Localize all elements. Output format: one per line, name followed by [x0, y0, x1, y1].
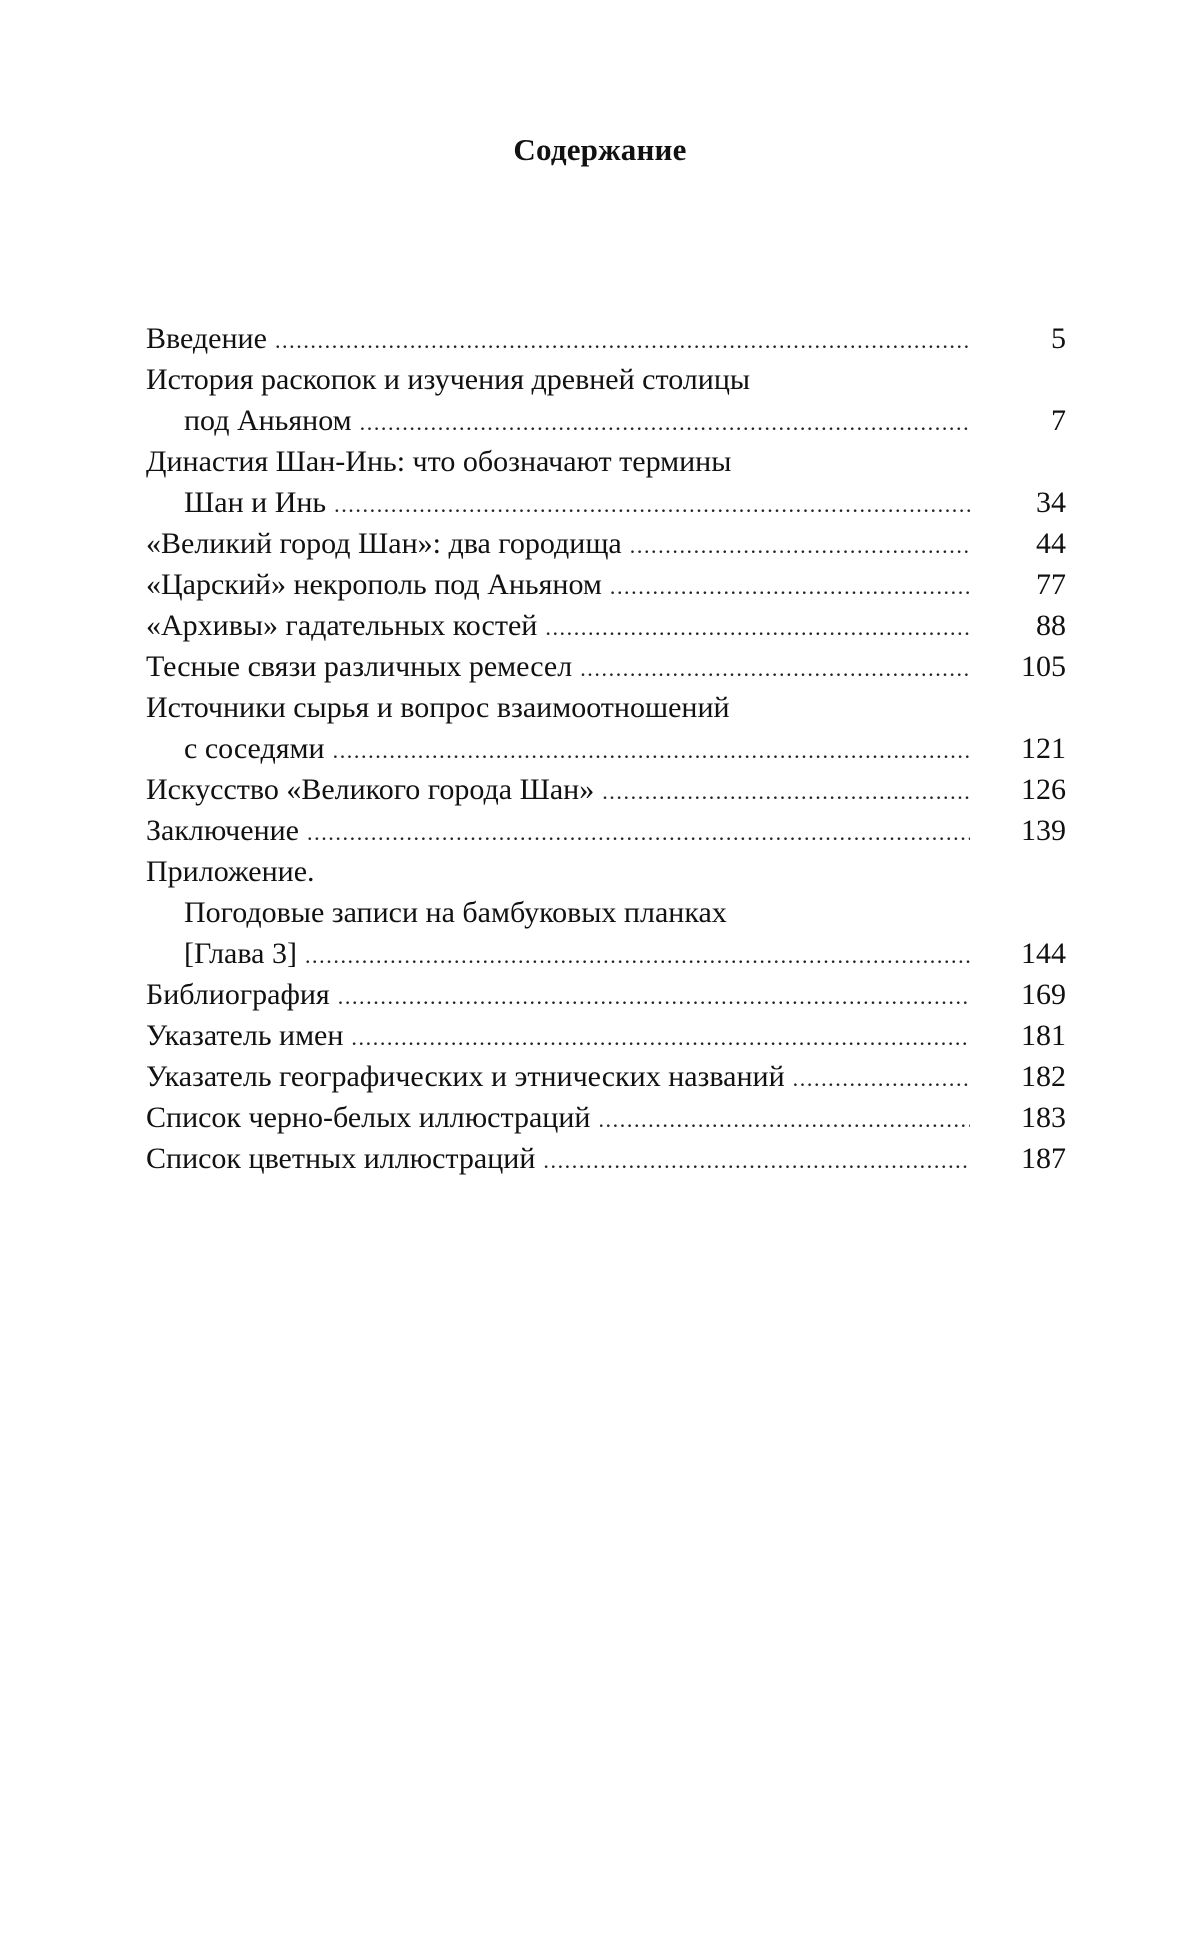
- page-number: 126: [1021, 773, 1066, 806]
- dot-leader: [351, 1017, 970, 1058]
- toc-entry: [146, 1138, 1066, 1179]
- page-number: 187: [1021, 1142, 1066, 1175]
- toc-entry-line: [146, 564, 1066, 605]
- toc-entry: [146, 1056, 1066, 1097]
- toc-entry-title-line: [Глава 3]: [184, 937, 297, 970]
- dot-leader: [338, 976, 970, 1017]
- toc-entry-title-line: Приложение.: [146, 855, 315, 888]
- page-number: 169: [1021, 978, 1066, 1011]
- page-number: 121: [1021, 732, 1066, 765]
- toc-entry-line: [146, 974, 1066, 1015]
- toc-entry-line: [146, 605, 1066, 646]
- toc-entry-title-line: «Архивы» гадательных костей: [146, 609, 538, 642]
- dot-leader: [630, 525, 970, 566]
- toc-entry-title-line: под Аньяном: [184, 404, 352, 437]
- toc-entry: [146, 810, 1066, 851]
- page-title: Содержание: [513, 132, 687, 167]
- toc-entry-line: [146, 1138, 1066, 1179]
- toc-entry: [146, 769, 1066, 810]
- toc-entry: [146, 646, 1066, 687]
- page-number: 34: [1036, 486, 1066, 519]
- toc-entry-title-line: Указатель имен: [146, 1019, 344, 1052]
- toc-entry-line: [146, 810, 1066, 851]
- toc-entry-line: [146, 933, 1066, 974]
- dot-leader: [598, 1099, 970, 1140]
- toc-entry-line: [146, 523, 1066, 564]
- page-number: 77: [1036, 568, 1066, 601]
- toc-entry-line: [146, 482, 1066, 523]
- toc-entry-line: [146, 1015, 1066, 1056]
- toc-entry: [146, 359, 1066, 441]
- toc-entry-title-line: Погодовые записи на бамбуковых планках: [184, 896, 727, 929]
- toc-entry-line: [146, 769, 1066, 810]
- toc-entry: [146, 564, 1066, 605]
- toc-entry-line: [146, 728, 1066, 769]
- page-number: 183: [1021, 1101, 1066, 1134]
- page-number: 7: [1051, 404, 1066, 437]
- dot-leader: [307, 812, 970, 853]
- toc-entry-line: [146, 1056, 1066, 1097]
- toc-entry-title-line: «Великий город Шан»: два городища: [146, 527, 622, 560]
- page-number: 105: [1021, 650, 1066, 683]
- toc-entry-line: [146, 1097, 1066, 1138]
- toc-entry-title-line: Тесные связи различных ремесел: [146, 650, 573, 683]
- toc-entry-line: [146, 400, 1066, 441]
- page-number: 139: [1021, 814, 1066, 847]
- toc-entry: [146, 1015, 1066, 1056]
- toc-entry-line: [146, 646, 1066, 687]
- page-number: 88: [1036, 609, 1066, 642]
- page-number: 182: [1021, 1060, 1066, 1093]
- page-number: 144: [1021, 937, 1066, 970]
- dot-leader: [543, 1140, 970, 1181]
- toc-entry-title-line: Искусство «Великого города Шан»: [146, 773, 595, 806]
- toc-entry-title-line: Династия Шан-Инь: что обозначают термины: [146, 445, 732, 478]
- toc-entry-title-line: с соседями: [184, 732, 325, 765]
- dot-leader: [334, 484, 970, 525]
- toc-entry-title-line: История раскопок и изучения древней столицы: [146, 363, 751, 396]
- toc-entry-title-line: Шан и Инь: [184, 486, 327, 519]
- toc-entry: [146, 974, 1066, 1015]
- toc-entry-title-line: «Царский» некрополь под Аньяном: [146, 568, 602, 601]
- dot-leader: [333, 730, 970, 771]
- toc-entry-title-line: Список черно-белых иллюстраций: [146, 1101, 591, 1134]
- toc-entry-title-line: Указатель географических и этнических названий: [146, 1060, 785, 1093]
- toc-entry: [146, 1097, 1066, 1138]
- toc-entry: [146, 687, 1066, 769]
- dot-leader: [610, 566, 970, 607]
- toc-entry-title-line: Введение: [146, 322, 267, 355]
- toc-entry: [146, 318, 1066, 359]
- dot-leader: [360, 402, 970, 443]
- dot-leader: [545, 607, 970, 648]
- toc-entry: [146, 441, 1066, 523]
- dot-leader: [305, 935, 970, 976]
- dot-leader: [602, 771, 970, 812]
- table-of-contents: [146, 318, 1066, 1179]
- page-number: 181: [1021, 1019, 1066, 1052]
- dot-leader: [793, 1058, 970, 1099]
- toc-entry-title-line: Заключение: [146, 814, 299, 847]
- toc-entry: [146, 851, 1066, 974]
- page-number: 5: [1051, 322, 1066, 355]
- dot-leader: [580, 648, 970, 689]
- toc-entry-title-line: Источники сырья и вопрос взаимоотношений: [146, 691, 730, 724]
- toc-entry-line: [146, 318, 1066, 359]
- toc-entry-title-line: Список цветных иллюстраций: [146, 1142, 536, 1175]
- toc-entry: [146, 605, 1066, 646]
- toc-entry: [146, 523, 1066, 564]
- dot-leader: [275, 320, 970, 361]
- toc-entry-title-line: Библиография: [146, 978, 330, 1011]
- page-number: 44: [1036, 527, 1066, 560]
